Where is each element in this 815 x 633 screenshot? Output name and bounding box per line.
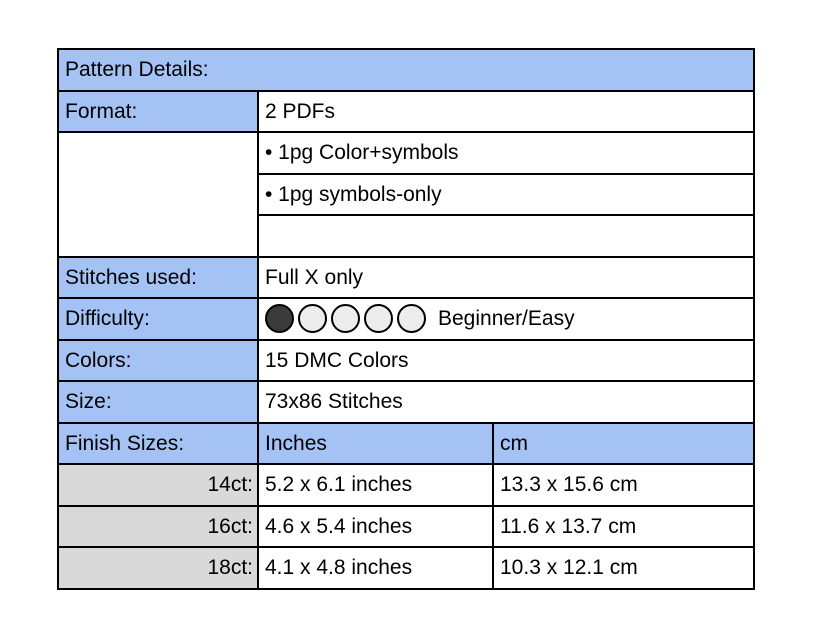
finish-inches-value: 5.2 x 6.1 inches [258,464,493,506]
finish-cm-value: 10.3 x 12.1 cm [493,547,754,589]
stitches-value: Full X only [258,257,754,299]
pattern-details-table-wrap [57,48,755,590]
finish-col-cm: cm [493,423,754,465]
size-label: Size: [58,381,258,423]
finish-col-inches: Inches [258,423,493,465]
difficulty-dot-filled-icon [265,304,294,333]
table-row [58,340,754,382]
format-label: Format: [58,91,258,133]
difficulty-dot-empty-icon [397,304,426,333]
difficulty-label: Difficulty: [58,298,258,340]
finish-count-label: 14ct: [58,464,258,506]
format-bullet-2: • 1pg symbols-only [258,174,754,216]
table-row [58,298,754,340]
table-row [58,547,754,589]
difficulty-text: Beginner/Easy [438,307,575,331]
finish-count-label: 18ct: [58,547,258,589]
table-row [58,257,754,299]
table-title: Pattern Details: [58,49,754,91]
colors-label: Colors: [58,340,258,382]
difficulty-dot-empty-icon [298,304,327,333]
format-value: 2 PDFs [258,91,754,133]
finish-cm-value: 11.6 x 13.7 cm [493,506,754,548]
table-row [58,506,754,548]
difficulty-dot-empty-icon [331,304,360,333]
finish-count-label: 16ct: [58,506,258,548]
table-row [58,464,754,506]
format-spacer-cell [58,132,258,257]
pattern-details-table [57,48,755,590]
size-value: 73x86 Stitches [258,381,754,423]
finish-inches-value: 4.6 x 5.4 inches [258,506,493,548]
difficulty-line [265,304,747,333]
table-row [58,423,754,465]
difficulty-value-cell [258,298,754,340]
format-bullet-1: • 1pg Color+symbols [258,132,754,174]
finish-cm-value: 13.3 x 15.6 cm [493,464,754,506]
table-row [58,132,754,174]
empty-row-cell [258,215,754,257]
table-row [58,91,754,133]
table-row [58,49,754,91]
stitches-label: Stitches used: [58,257,258,299]
difficulty-dot-empty-icon [364,304,393,333]
finish-inches-value: 4.1 x 4.8 inches [258,547,493,589]
colors-value: 15 DMC Colors [258,340,754,382]
finish-sizes-label: Finish Sizes: [58,423,258,465]
difficulty-dots [265,304,426,333]
table-row [58,381,754,423]
